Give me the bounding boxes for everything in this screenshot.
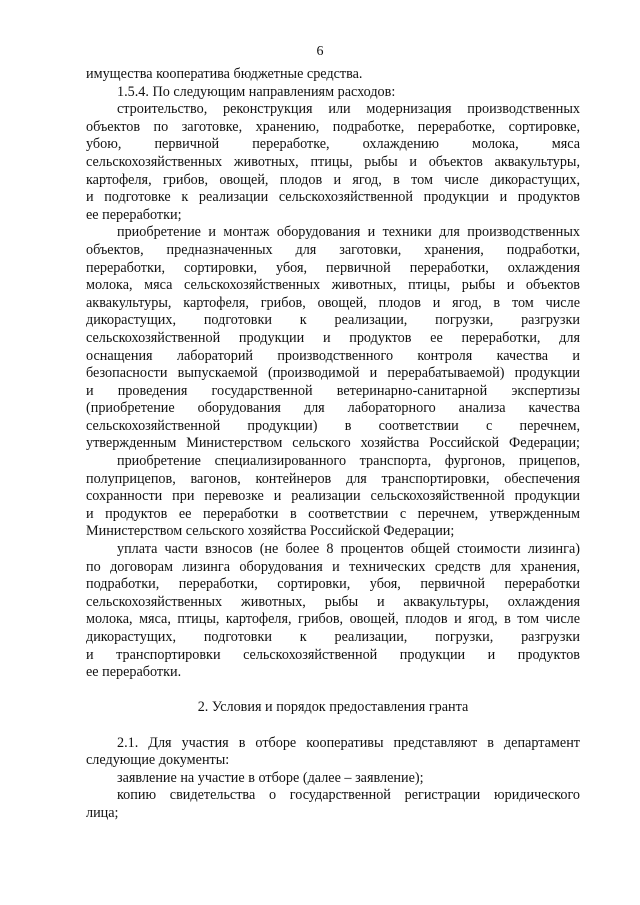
text-line: объектов по заготовке, хранению, подработке, переработке, сортировке, <box>86 118 580 135</box>
text-line: копию свидетельства о государственной регистрации юридического <box>117 787 580 804</box>
text-line: приобретение и монтаж оборудования и техники для производственных <box>117 224 580 241</box>
text-line: аквакультуры, картофеля, грибов, овощей, плодов и ягод, в том числе <box>86 294 580 311</box>
blank-line <box>86 682 580 700</box>
text-line: подработки, переработки, сортировки, убоя, первичной переработки <box>86 576 580 593</box>
text-line: дикорастущих, подготовки к реализации, погрузки, разгрузки <box>86 629 580 645</box>
text-line: объектов, предназначенных для заготовки, хранения, подработки, <box>86 241 580 258</box>
text-line: сельскохозяйственной продукции и продуктов ее переработки, для <box>86 329 580 346</box>
text-line: оснащения лабораторий производственного контроля качества и <box>86 347 580 364</box>
text-line: лица; <box>86 804 119 821</box>
text-line: приобретение специализированного транспорта, фургонов, прицепов, <box>117 453 580 470</box>
text-line: переработки, сортировки, убоя, первичной переработки, охлаждения <box>86 259 580 276</box>
text-line: дикорастущих, подготовки к реализации, погрузки, разгрузки <box>86 312 580 329</box>
text-line: и подготовке к реализации сельскохозяйственной продукции и продуктов <box>86 189 580 206</box>
text-line: полуприцепов, вагонов, контейнеров для транспортировки, обеспечения <box>86 470 580 487</box>
section-heading: 2. Условия и порядок предоставления гранта <box>197 699 469 716</box>
text-line: 2.1. Для участия в отборе кооперативы представляют в департамент <box>117 734 580 751</box>
text-line: сельскохозяйственной продукции) в соответствии с перечнем, <box>86 417 580 434</box>
text-line: по договорам лизинга оборудования и технических средств для хранения, <box>86 558 580 575</box>
text-line: безопасности выпускаемой (производимой и перерабатываемой) продукции <box>86 365 580 382</box>
text-line: и продуктов ее переработки в соответствии с перечнем, утвержденным <box>86 505 580 522</box>
text-line: Министерством сельского хозяйства Российской Федерации; <box>86 523 455 540</box>
text-line: заявление на участие в отборе (далее – заявление); <box>117 769 424 786</box>
text-line: молока, мяса, птицы, картофеля, грибов, овощей, плодов и ягод, в том числе <box>86 611 580 628</box>
text-line: ее переработки. <box>86 664 182 681</box>
page-number: 6 <box>316 44 324 59</box>
text-line: ее переработки; <box>86 206 182 223</box>
text-line: уплата части взносов (не более 8 процентов общей стоимости лизинга) <box>117 541 580 558</box>
text-line: строительство, реконструкция или модернизация производственных <box>117 101 580 118</box>
text-line: имущества кооператива бюджетные средства. <box>86 66 363 82</box>
document-body <box>86 66 580 823</box>
text-line: сельскохозяйственных животных, птицы, рыбы и объектов аквакультуры, <box>86 153 580 170</box>
text-line: картофеля, грибов, овощей, плодов и ягод, в том числе дикорастущих, <box>86 171 580 188</box>
text-line: убою, первичной переработке, охлаждению молока, мяса <box>86 136 580 153</box>
text-line: сохранности при перевозке и реализации сельскохозяйственной продукции <box>86 488 580 505</box>
text-line: (приобретение оборудования для лабораторного анализа качества <box>86 400 580 417</box>
text-line: 1.5.4. По следующим направлениям расходов: <box>117 83 396 100</box>
text-line: и проведения государственной ветеринарно-санитарной экспертизы <box>86 382 580 399</box>
text-line: и транспортировки сельскохозяйственной продукции и продуктов <box>86 646 580 663</box>
blank-line <box>86 717 580 735</box>
text-line: следующие документы: <box>86 752 230 769</box>
text-line: утвержденным Министерством сельского хозяйства Российской Федерации; <box>86 435 580 452</box>
text-line: молока, мяса сельскохозяйственных животных, птицы, рыбы и объектов <box>86 277 580 294</box>
text-line: сельскохозяйственных животных, рыбы и аквакультуры, охлаждения <box>86 593 580 610</box>
